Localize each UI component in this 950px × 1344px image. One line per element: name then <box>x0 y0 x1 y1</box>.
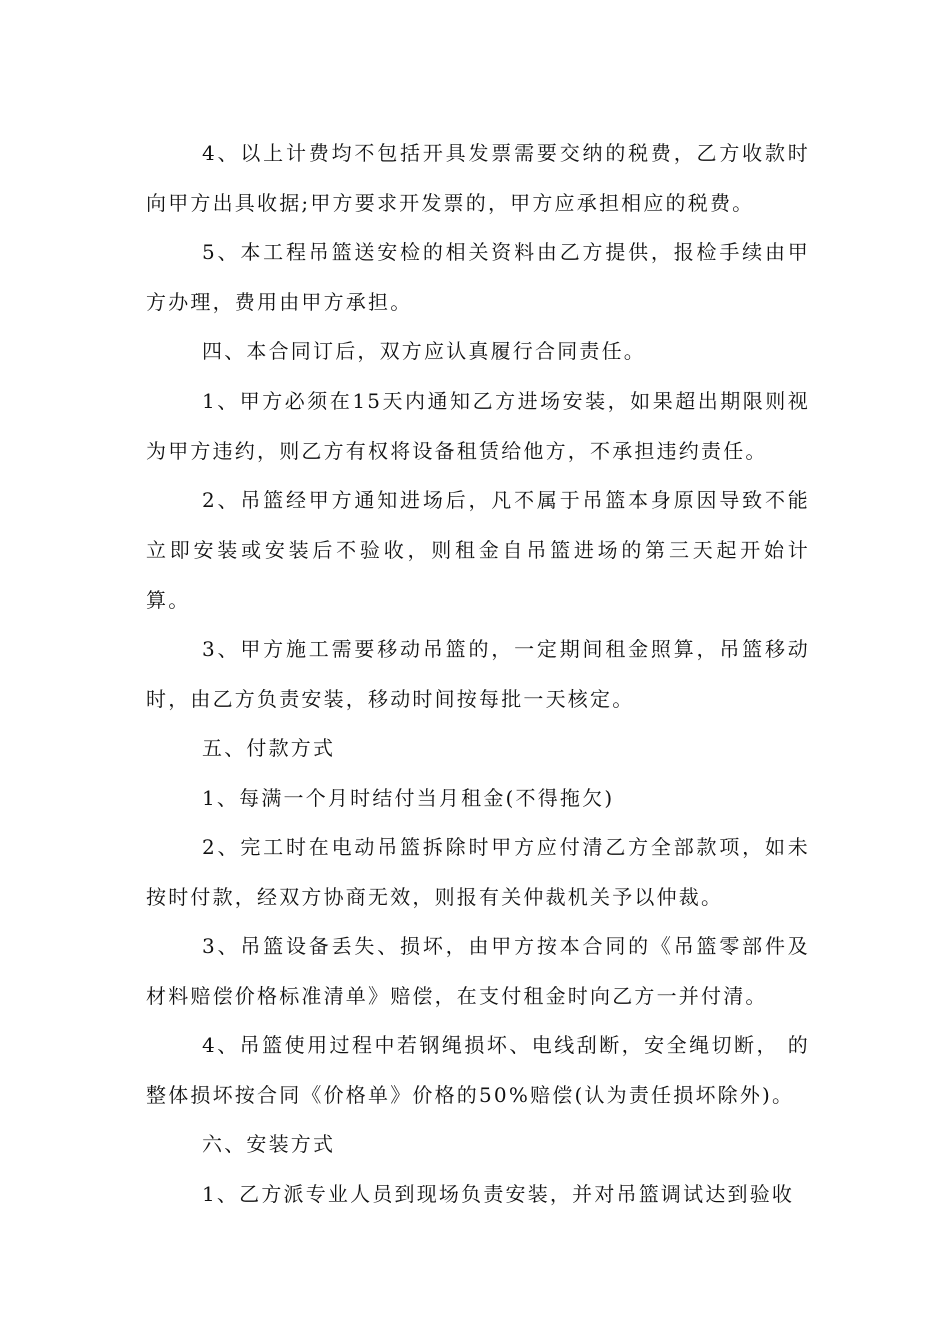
paragraph-inspection: 5、本工程吊篮送安检的相关资料由乙方提供，报检手续由甲方办理，费用由甲方承担。 <box>146 240 810 314</box>
paragraph-notice-period: 1、甲方必须在15天内通知乙方进场安装，如果超出期限则视为甲方违约，则乙方有权将设备租赁给他方，不承担违约责任。 <box>146 389 810 463</box>
paragraph-final-payment: 2、完工时在电动吊篮拆除时甲方应付清乙方全部款项，如未按时付款，经双方协商无效，则报有关仲裁机关予以仲裁。 <box>146 835 810 909</box>
paragraph-monthly-rent: 1、每满一个月时结付当月租金(不得拖欠) <box>202 786 615 810</box>
paragraph-moving-basket: 3、甲方施工需要移动吊篮的，一定期间租金照算，吊篮移动时，由乙方负责安装，移动时间按每批一天核定。 <box>146 637 810 711</box>
section-heading-installation: 六、安装方式 <box>202 1132 336 1156</box>
paragraph-installation-staff: 1、乙方派专业人员到现场负责安装，并对吊篮调试达到验收 <box>202 1182 795 1206</box>
paragraph-loss-damage: 3、吊篮设备丢失、损坏，由甲方按本合同的《吊篮零部件及材料赔偿价格标准清单》赔偿，在支付租金时向乙方一并付清。 <box>146 934 810 1008</box>
paragraph-rent-start: 2、吊篮经甲方通知进场后，凡不属于吊篮本身原因导致不能立即安装或安装后不验收，则租金自吊篮进场的第三天起开始计算。 <box>146 488 810 612</box>
section-heading-duties: 四、本合同订后，双方应认真履行合同责任。 <box>202 339 646 363</box>
section-heading-payment: 五、付款方式 <box>202 736 336 760</box>
paragraph-rope-damage: 4、吊篮使用过程中若钢绳损坏、电线刮断，安全绳切断， 的整体损坏按合同《价格单》价格的50%赔偿(认为责任损坏除外)。 <box>146 1033 810 1107</box>
paragraph-invoice-tax: 4、以上计费均不包括开具发票需要交纳的税费，乙方收款时向甲方出具收据;甲方要求开发票的，甲方应承担相应的税费。 <box>146 141 810 215</box>
